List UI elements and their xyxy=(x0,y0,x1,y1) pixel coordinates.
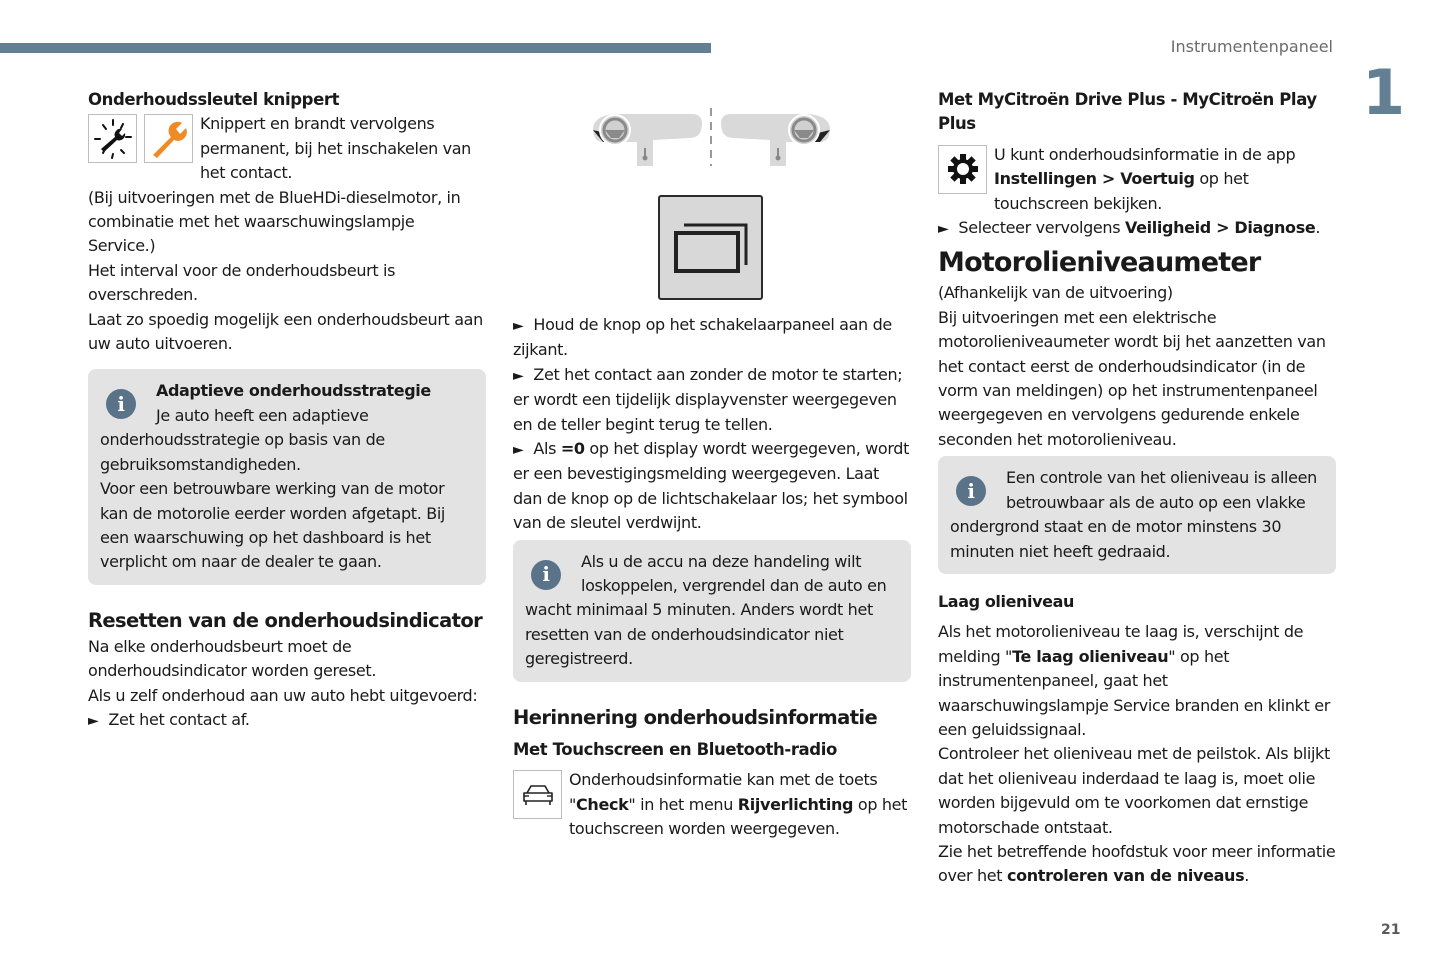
reset-bullet-3: ► Zet het contact aan zonder de motor te starten; er wordt een tijdelijk displayvenster weergegeven en de teller begint terug te tellen. xyxy=(513,363,911,437)
display-button-icon xyxy=(658,195,763,300)
info-box-adaptive xyxy=(88,369,486,584)
reset-bullet-2: ► Houd de knop op het schakelaarpaneel aan de zijkant. xyxy=(513,313,911,363)
section-title-mycitroen: Met MyCitroën Drive Plus - MyCitroën Play Plus xyxy=(938,90,1317,134)
chapter-number: 1 xyxy=(1362,56,1406,129)
reset-bullet-1: ► Zet het contact af. xyxy=(88,708,486,733)
info-box-battery xyxy=(513,540,911,682)
header-accent-bar xyxy=(0,43,711,53)
page-number: 21 xyxy=(1381,922,1401,938)
info-icon: i xyxy=(531,560,561,590)
section-title-oil-meter: Motorolieniveaumeter xyxy=(938,247,1261,279)
oil-meter-p2: Bij uitvoeringen met een elektrische motorolieniveaumeter wordt bij het aanzetten van het contact eerst de onderhoudsindicator (in de vorm van meldingen) op het instrumentenpaneel weergegeven en vervolgens gedurende enkele seconden het motorolieniveau. xyxy=(938,307,1326,449)
subtitle-touchscreen: Met Touchscreen en Bluetooth-radio xyxy=(513,739,837,759)
steering-wheel-illustration-icon xyxy=(589,108,834,173)
reminder-text: Onderhoudsinformatie kan met de toets "Check" in het menu Rijverlichting op het touchscreen worden weergegeven. xyxy=(569,770,908,838)
oil-meter-p1: (Afhankelijk van de uitvoering) xyxy=(938,283,1173,303)
gear-icon xyxy=(938,145,987,194)
low-oil-p2: Controleer het olieniveau met de peilstok. Als blijkt dat het olieniveau inderdaad te laag is, moet olie worden bijgevuld om te voorkomen dat ernstige motorschade ontstaat. xyxy=(938,744,1330,837)
section-title-reset: Resetten van de onderhoudsindicator xyxy=(88,608,483,632)
wrench-orange-icon xyxy=(144,114,193,163)
mycitroen-bullet: ► Selecteer vervolgens Veiligheid > Diagnose. xyxy=(938,216,1336,241)
adaptive-title: Adaptieve onderhoudsstrategie xyxy=(156,381,431,401)
section-title-reminder: Herinnering onderhoudsinformatie xyxy=(513,705,878,729)
low-oil-p1: Als het motorolieniveau te laag is, verschijnt de melding "Te laag olieniveau" op het instrumentenpaneel, gaat het waarschuwingslampje Service branden en klinkt er een geluidssignaal. xyxy=(938,622,1330,739)
adaptive-p2: Voor een betrouwbare werking van de motor kan de motorolie eerder worden afgetapt. Bij een waarschuwing op het dashboard is het verplicht om naar de dealer te gaan. xyxy=(100,479,446,572)
figure-steering-controls xyxy=(513,88,911,313)
wrench-blinking-icon xyxy=(88,114,137,163)
key-blink-p2: (Bij uitvoeringen met de BlueHDi-dieselmotor, in combinatie met het waarschuwingslampje Service.) xyxy=(88,187,461,256)
section-title-low-oil: Laag olieniveau xyxy=(938,591,1074,611)
info-icon: i xyxy=(106,389,136,419)
mycitroen-text: U kunt onderhoudsinformatie in de app Instellingen > Voertuig op het touchscreen bekijken. xyxy=(994,144,1296,213)
reset-bullet-4: ► Als =0 op het display wordt weergegeven, wordt er een bevestigingsmelding weergegeven. Laat dan de knop op de lichtschakelaar los; het symbool van de sleutel verdwijnt. xyxy=(513,437,911,536)
low-oil-p3: Zie het betreffende hoofdstuk voor meer informatie over het controleren van de niveaus. xyxy=(938,841,1336,886)
info-icon: i xyxy=(956,476,986,506)
info-box-oil-check xyxy=(938,456,1336,574)
oil-check-text: Een controle van het olieniveau is alleen betrouwbaar als de auto op een vlakke ondergrond staat en de motor minstens 30 minuten niet heeft gedraaid. xyxy=(950,468,1317,561)
running-head: Instrumentenpaneel xyxy=(1170,37,1333,56)
column-2 xyxy=(513,88,911,841)
reset-p1: Na elke onderhoudsbeurt moet de onderhoudsindicator worden gereset. xyxy=(88,636,377,681)
adaptive-p1: Je auto heeft een adaptieve onderhoudsstrategie op basis van de gebruiksomstandigheden. xyxy=(100,405,385,474)
battery-text: Als u de accu na deze handeling wilt loskoppelen, vergrendel dan de auto en wacht minimaal 5 minuten. Anders wordt het resetten van de onderhoudsindicator niet geregistreerd. xyxy=(525,551,887,669)
key-blink-p3: Het interval voor de onderhoudsbeurt is overschreden. xyxy=(88,260,396,305)
key-blink-text: Knippert en brandt vervolgens permanent, bij het inschakelen van het contact. xyxy=(200,114,471,183)
section-title-key-blink: Onderhoudssleutel knippert xyxy=(88,90,340,109)
key-blink-p4: Laat zo spoedig mogelijk een onderhoudsbeurt aan uw auto uitvoeren. xyxy=(88,309,483,354)
column-3 xyxy=(938,88,1336,889)
car-check-icon xyxy=(513,770,562,819)
reset-p2: Als u zelf onderhoud aan uw auto hebt uitgevoerd: xyxy=(88,685,478,705)
column-1 xyxy=(88,88,486,733)
